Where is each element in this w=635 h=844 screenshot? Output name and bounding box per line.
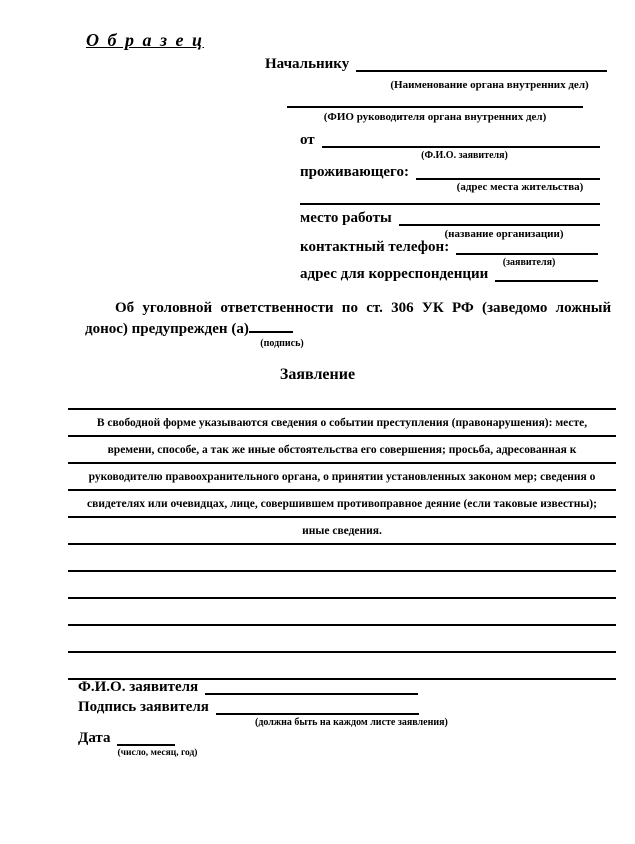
- body-blank-line: [68, 572, 616, 599]
- residence-caption: (адрес места жительства): [456, 181, 584, 193]
- workplace-field: [300, 209, 600, 228]
- phone-caption: (заявителя): [502, 257, 556, 268]
- page-title: Заявление: [279, 366, 356, 383]
- applicant-name-caption: (Ф.И.О. заявителя): [421, 150, 508, 161]
- body-hint-line: руководителю правоохранительного органа, о принятии установленных законом мер; сведения о: [68, 464, 616, 491]
- correspondence-blank-line: [495, 265, 598, 282]
- body-blank-line: [68, 653, 616, 680]
- footer-fio-blank-line: [205, 678, 418, 695]
- body-blank-line: [68, 626, 616, 653]
- residence-field: [300, 163, 600, 182]
- residence-blank-line-2: [300, 203, 600, 205]
- liability-warning-line-2: донос) предупрежден (а): [85, 318, 602, 339]
- body-hint-line: В свободной форме указываются сведения о событии преступления (правонарушения): месте,: [68, 410, 616, 437]
- footer-signature-field: [78, 698, 419, 717]
- warning-signature-blank-line: [249, 318, 293, 333]
- applicant-name-field: [300, 131, 600, 150]
- applicant-name-blank-line: [322, 131, 600, 148]
- statement-body: [68, 408, 616, 680]
- footer-fio-label: Ф.И.О. заявителя: [78, 679, 199, 695]
- liability-warning-line-1: Об уголовной ответственности по ст. 306 УК РФ (заведомо ложный: [115, 300, 612, 316]
- phone-blank-line: [456, 238, 598, 255]
- footer-date-label: Дата: [78, 730, 111, 746]
- footer-date-blank-line: [117, 729, 175, 746]
- addressee-caption: (Наименование органа внутренних дел): [390, 79, 589, 91]
- sample-watermark: О б р а з е ц: [86, 30, 205, 50]
- addressee-label: Начальнику: [265, 56, 350, 72]
- body-hint-line: иные сведения.: [68, 518, 616, 545]
- from-label: от: [300, 132, 315, 148]
- footer-date-field: [78, 729, 175, 748]
- correspondence-label: адрес для корреспонденции: [300, 266, 489, 282]
- residence-blank-line: [416, 163, 600, 180]
- footer-signature-label: Подпись заявителя: [78, 699, 209, 715]
- body-blank-line: [68, 545, 616, 572]
- footer-fio-field: [78, 678, 418, 697]
- phone-field: [300, 238, 598, 257]
- body-hint-line: свидетелях или очевидцах, лице, совершившем противоправное деяние (если таковые известны);: [68, 491, 616, 518]
- footer-signature-caption: (должна быть на каждом листе заявления): [255, 717, 448, 728]
- warning-signature-caption: (подпись): [260, 338, 304, 349]
- footer-signature-blank-line: [216, 698, 419, 715]
- phone-label: контактный телефон:: [300, 239, 450, 255]
- workplace-label: место работы: [300, 210, 392, 226]
- workplace-blank-line: [399, 209, 600, 226]
- addressee-blank-line: [356, 55, 607, 72]
- workplace-caption: (название организации): [444, 228, 564, 240]
- liability-warning: [85, 298, 612, 339]
- correspondence-field: [300, 265, 598, 284]
- residence-label: проживающего:: [300, 164, 409, 180]
- footer-date-caption: (число, месяц, год): [117, 748, 198, 758]
- chief-name-blank-line: [287, 106, 583, 108]
- body-hint-line: времени, способе, а так же иные обстоятельства его совершения; просьба, адресованная к: [68, 437, 616, 464]
- addressee-field: [265, 55, 607, 74]
- chief-name-caption: (ФИО руководителя органа внутренних дел): [323, 111, 547, 123]
- body-blank-line: [68, 599, 616, 626]
